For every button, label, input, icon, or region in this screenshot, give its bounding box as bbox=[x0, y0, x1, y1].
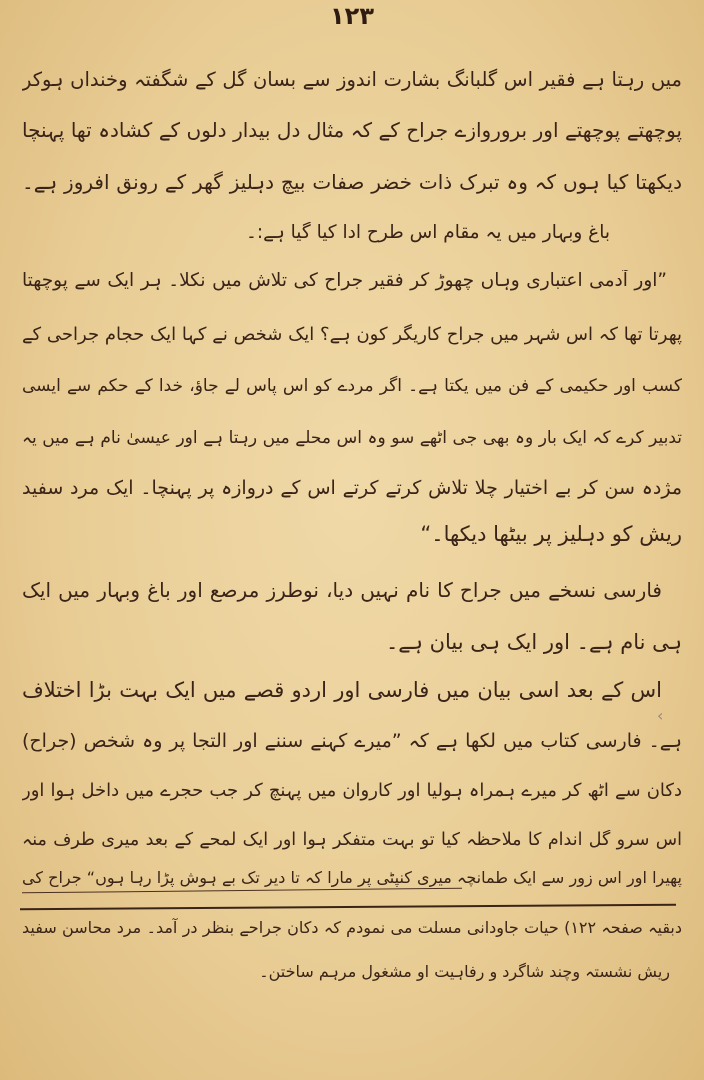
text-underline bbox=[22, 888, 462, 894]
text-line-6: پھرتا تھا کہ اس شہر میں جراح کاریگر کون ہے؟ ایک شخص نے کہا ایک حجام جراحی کے bbox=[22, 324, 682, 345]
margin-mark: ‹ bbox=[657, 706, 664, 725]
footnote-line-2: ریش نشستہ وچند شاگرد و رفاہیت او مشغول مرہم ساختن۔ bbox=[259, 962, 670, 981]
text-line-7: کسب اور حکیمی کے فن میں یکتا ہے۔ اگر مردے کو اس پاس لے جاؤ، خدا کے حکم سے ایسی bbox=[22, 376, 682, 396]
text-line-9: مژدہ سن کر بے اختیار چلا تلاش کرتے کرتے اس کے دروازہ پر پہنچا۔ ایک مرد سفید bbox=[22, 477, 682, 499]
footnote-divider bbox=[20, 904, 676, 911]
text-line-8: تدبیر کرے کہ ایک بار وہ بھی جی اٹھے سو وہ اس محلے میں رہتا ہے اور عیسیٰ نام ہے میں یہ bbox=[22, 428, 682, 448]
text-line-4: باغ وبہار میں یہ مقام اس طرح ادا کیا گیا ہے:۔ bbox=[246, 222, 610, 243]
text-line-10: ریش کو دہلیز پر بیٹھا دیکھا۔“ bbox=[420, 522, 682, 546]
text-line-16: اس سرو گل اندام کا ملاحظہ کیا تو بہت متفکر ہوا اور ایک لمحے کے بعد میری طرف منہ bbox=[22, 830, 682, 850]
text-line-13: اس کے بعد اسی بیان میں فارسی اور اردو قصے میں ایک بہت بڑا اختلاف bbox=[22, 678, 662, 702]
text-line-2: پوچھتے پوچھتے اور بروروازے جراح کے کہ مثال دل بیدار دلوں کے کشادہ تھا پہنچا bbox=[22, 118, 682, 142]
footnote-line-1: دبقیہ صفحہ ۱۲۲) حیات جاودانی مسلت می نمودم کہ دکان جراحے بنظر در آمد۔ مرد محاسن سفید bbox=[22, 918, 682, 937]
text-line-15: دکان سے اٹھ کر میرے ہمراہ ہولیا اور کاروان میں پہنچ کر جب حجرے میں داخل ہوا اور bbox=[22, 780, 682, 801]
text-line-3: دیکھتا کیا ہوں کہ وہ تبرک ذات خضر صفات بیچ دہلیز گھر کے رونق افروز ہے۔ bbox=[22, 170, 682, 194]
text-line-1: میں رہتا ہے فقیر اس گلبانگ بشارت اندوز سے بسان گل کے شگفتہ وخنداں ہوکر bbox=[22, 68, 682, 91]
text-line-17: پھیرا اور اس زور سے ایک طمانچہ میری کنپٹی پر مارا کہ تا دیر تک بے ہوش پڑا رہا ہوں“ جراح کی bbox=[22, 868, 682, 887]
text-line-14: ہے۔ فارسی کتاب میں لکھا ہے کہ ”میرے کہنے سننے اور التجا پر وہ شخص (جراح) bbox=[22, 730, 682, 752]
text-line-5: ”اور آدمی اعتباری وہاں چھوڑ کر فقیر جراح کی تلاش میں نکلا۔ ہر ایک سے پوچھتا bbox=[22, 270, 667, 291]
page-number: ۱۲۳ bbox=[330, 2, 374, 30]
text-line-11: فارسی نسخے میں جراح کا نام نہیں دیا، نوطرز مرصع اور باغ وبہار میں ایک bbox=[22, 578, 662, 602]
text-line-12: ہی نام ہے۔ اور ایک ہی بیان ہے۔ bbox=[385, 630, 682, 654]
